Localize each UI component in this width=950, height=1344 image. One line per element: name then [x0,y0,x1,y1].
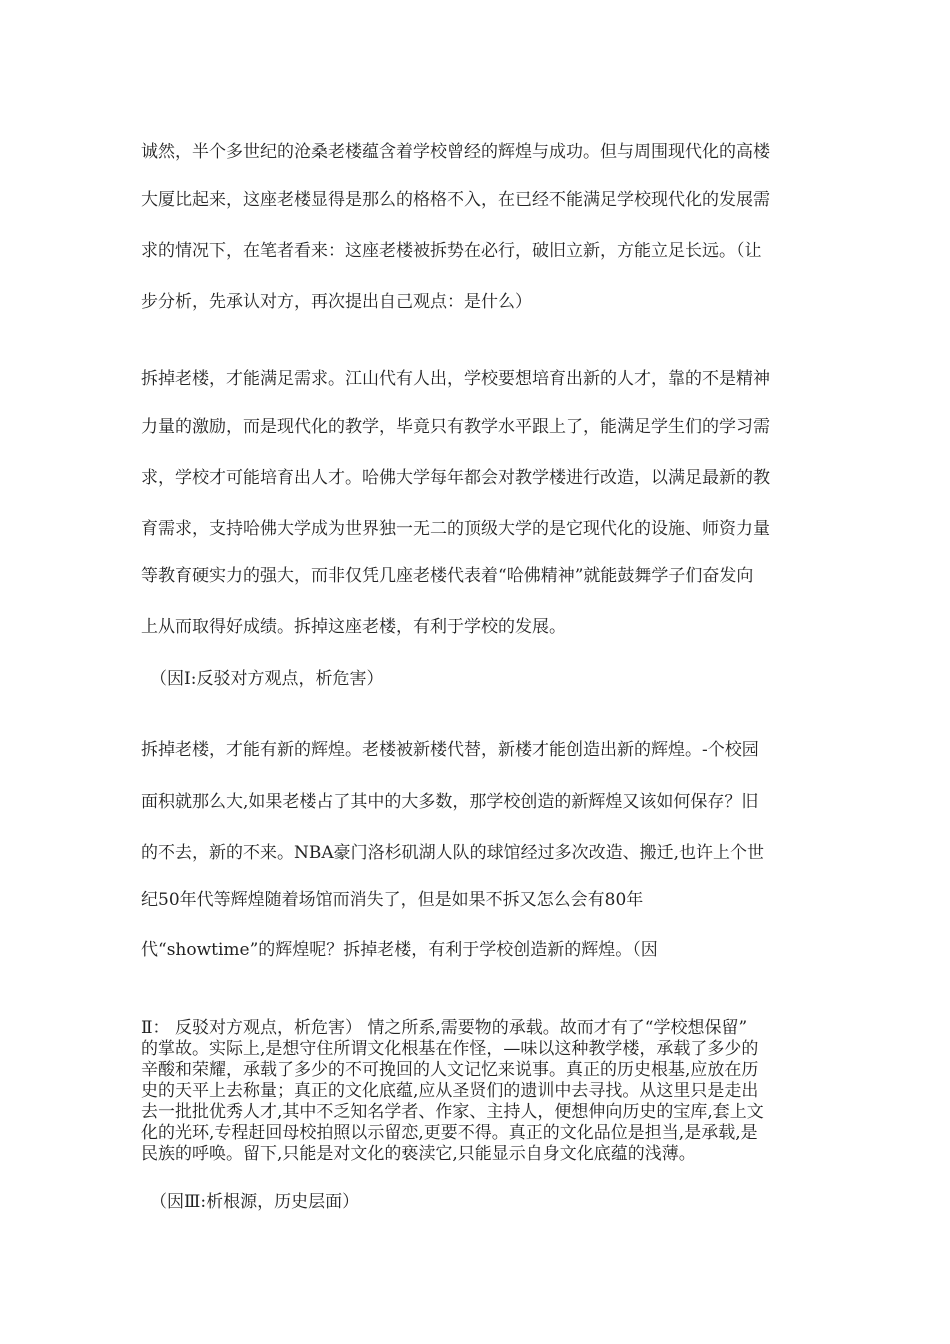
paragraph-2-line-5: 等教育硬实力的强大，而非仅凭几座老楼代表着“哈佛精神”就能鼓舞学子们奋发向 [141,566,754,586]
paragraph-1-line-3: 求的情况下，在笔者看来：这座老楼被拆势在必行，破旧立新，方能立足长远。（让 [141,241,762,261]
paragraph-2-line-4: 育需求，支持哈佛大学成为世界独一无二的顶级大学的是它现代化的设施、师资力量 [141,519,770,539]
paragraph-3-line-2: 面积就那么大,如果老楼占了其中的大多数，那学校创造的新辉煌又该如何保存？旧 [141,792,759,812]
annotation-note-2: （因Ⅲ:析根源，历史层面） [150,1192,360,1212]
paragraph-2-line-2: 力量的激励，而是现代化的教学，毕竟只有教学水平跟上了，能满足学生们的学习需 [141,417,770,437]
paragraph-2-line-6: 上从而取得好成绩。拆掉这座老楼，有利于学校的发展。 [141,617,566,637]
paragraph-1-line-1: 诚然，半个多世纪的沧桑老楼蕴含着学校曾经的辉煌与成功。但与周围现代化的高楼 [141,142,770,162]
paragraph-2-line-3: 求，学校才可能培育出人才。哈佛大学每年都会对教学楼进行改造，以满足最新的教 [141,468,770,488]
paragraph-1-line-2: 大厦比起来，这座老楼显得是那么的格格不入，在已经不能满足学校现代化的发展需 [141,190,770,210]
paragraph-3-line-4: 纪50年代等辉煌随着场馆而消失了，但是如果不拆又怎么会有80年 [141,890,644,910]
paragraph-4-line-3: 辛酸和荣耀，承载了多少的不可挽回的人文记忆来说事。真正的历史根基,应放在历 [141,1060,759,1080]
paragraph-3-line-5: 代“showtime”的辉煌呢？拆掉老楼，有利于学校创造新的辉煌。（因 [141,940,658,960]
paragraph-4 [141,1018,813,1165]
annotation-note-1: （因Ⅰ:反驳对方观点，析危害） [150,669,384,689]
paragraph-3-line-3: 的不去，新的不来。NBA豪门洛杉矶湖人队的球馆经过多次改造、搬迁,也许上个世 [141,843,765,863]
paragraph-4-line-6: 化的光环,专程赶回母校拍照以示留恋,更要不得。真正的文化品位是担当,是承载,是 [141,1123,758,1143]
paragraph-3-line-1: 拆掉老楼，才能有新的辉煌。老楼被新楼代替，新楼才能创造出新的辉煌。-个校园 [141,740,759,760]
paragraph-4-line-7: 民族的呼唤。留下,只能是对文化的亵渎它,只能显示自身文化底蕴的浅薄。 [141,1144,696,1164]
paragraph-1-line-4: 步分析，先承认对方，再次提出自己观点：是什么） [141,292,532,312]
paragraph-4-line-2: 的掌故。实际上,是想守住所谓文化根基在作怪，—味以这种教学楼，承载了多少的 [141,1039,759,1059]
paragraph-4-line-4: 史的天平上去称量；真正的文化底蕴,应从圣贤们的遗训中去寻找。从这里只是走出 [141,1081,759,1101]
paragraph-2-line-1: 拆掉老楼，才能满足需求。江山代有人出，学校要想培育出新的人才，靠的不是精神 [141,369,770,389]
paragraph-4-line-5: 去一批批优秀人才,其中不乏知名学者、作家、主持人，便想伸向历史的宝库,套上文 [141,1102,764,1122]
paragraph-4-line-1: Ⅱ： 反驳对方观点，析危害） 情之所系,需要物的承载。故而才有了“学校想保留” [141,1018,748,1038]
